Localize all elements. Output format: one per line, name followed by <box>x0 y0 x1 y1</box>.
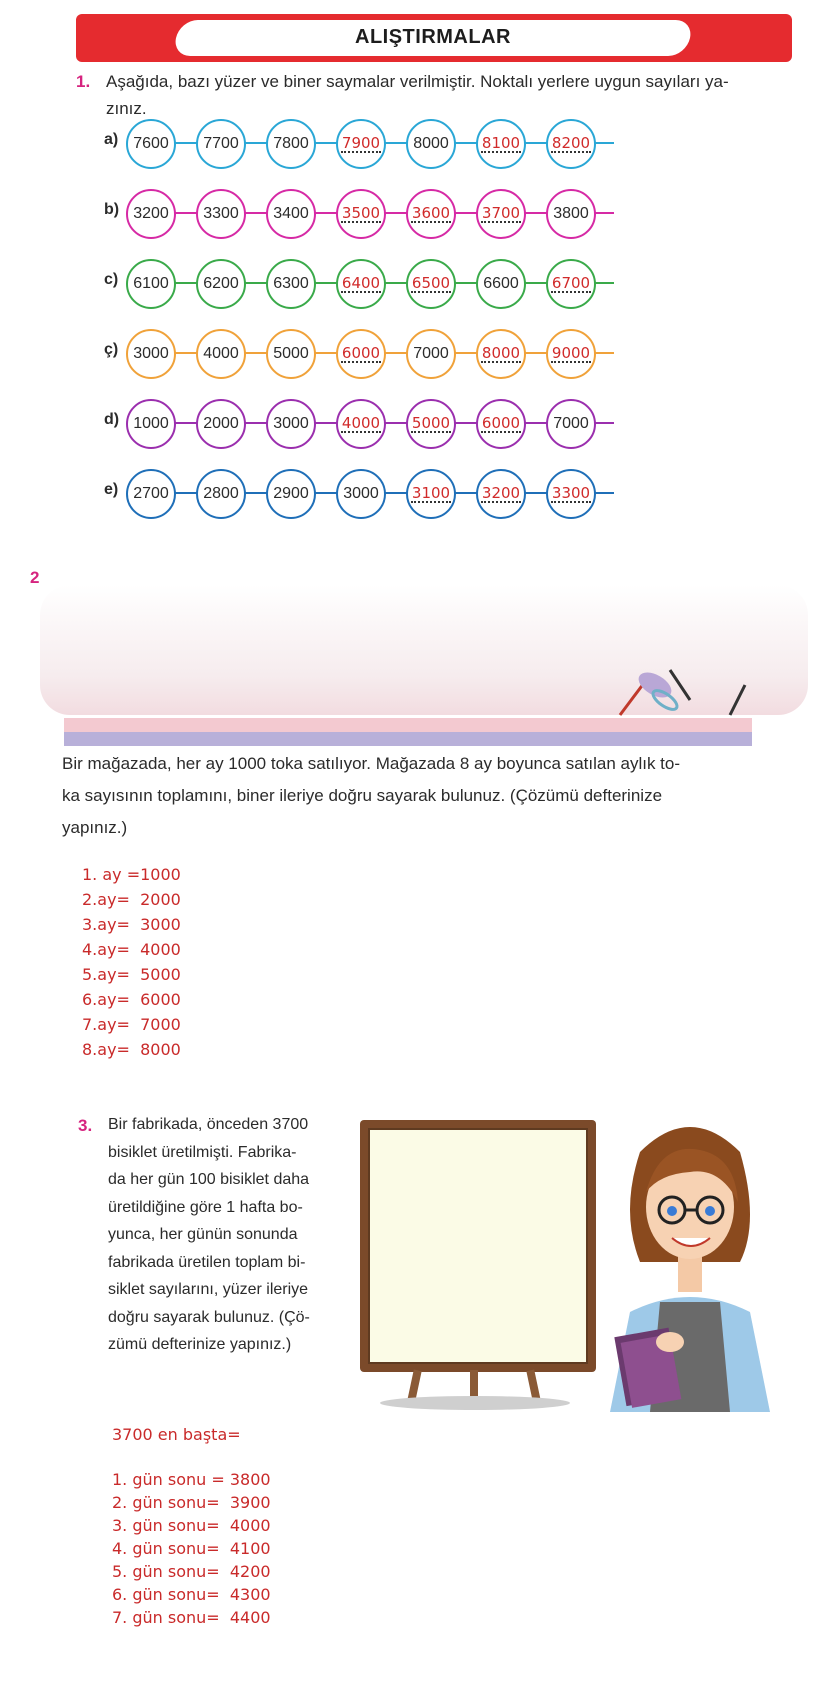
sequence-answer-circle <box>406 399 456 449</box>
day-answer-line: 7. gün sonu= 4400 <box>112 1608 271 1627</box>
sequence-number-circle <box>266 399 316 449</box>
sequence-value: 2800 <box>203 485 239 502</box>
sequence-value: 6200 <box>203 275 239 292</box>
sequence-row-label: b) <box>104 201 120 218</box>
question-3-text-line: Bir fabrikada, önceden 3700 <box>108 1116 309 1133</box>
sequence-answer-circle <box>406 259 456 309</box>
sequence-answer-circle <box>546 259 596 309</box>
sequence-number-circle <box>126 329 176 379</box>
sequence-row-label: e) <box>104 481 119 498</box>
sequence-number-circle <box>406 329 456 379</box>
sequence-number-circle <box>126 259 176 309</box>
sequence-value: 3800 <box>553 205 589 222</box>
question-1-text <box>106 68 806 122</box>
sequence-value: 7900 <box>341 134 381 152</box>
sequence-row-label: d) <box>104 411 120 428</box>
sequence-value: 6700 <box>551 274 591 292</box>
sequence-row <box>104 396 624 450</box>
sequence-value: 6500 <box>411 274 451 292</box>
sequence-answer-circle <box>476 399 526 449</box>
teacher-character-icon <box>600 1112 780 1412</box>
day-answer-line: 4. gün sonu= 4100 <box>112 1539 271 1558</box>
sequence-value: 3100 <box>411 484 451 502</box>
sequence-value: 8200 <box>551 134 591 152</box>
sequence-value: 8000 <box>413 135 449 152</box>
sequence-answer-circle <box>336 189 386 239</box>
sequence-value: 1000 <box>133 415 169 432</box>
question-3-text <box>108 1111 340 1359</box>
sequence-answer-circle <box>476 119 526 169</box>
month-answer-line: 4.ay= 4000 <box>82 940 181 959</box>
month-answer-line: 5.ay= 5000 <box>82 965 181 984</box>
sequence-answer-circle <box>546 329 596 379</box>
sequence-number-circle <box>126 189 176 239</box>
question-3-answer-intro: 3700 en başta= <box>112 1425 241 1444</box>
month-answer-line: 2.ay= 2000 <box>82 890 181 909</box>
sequence-number-circle <box>266 119 316 169</box>
sequence-number-circle <box>196 119 246 169</box>
question-1-text-line-1: Aşağıda, bazı yüzer ve biner saymalar verilmiştir. Noktalı yerlere uygun sayıları ya- <box>106 72 729 91</box>
sequence-value: 2700 <box>133 485 169 502</box>
sequence-row <box>104 116 624 170</box>
question-2-text-line-3: yapınız.) <box>62 818 128 837</box>
sequence-number-circle <box>196 259 246 309</box>
sequence-number-circle <box>266 329 316 379</box>
sequence-answer-circle <box>546 119 596 169</box>
sequence-value: 4000 <box>341 414 381 432</box>
question-3-text-line: fabrikada üretilen toplam bi- <box>108 1253 306 1271</box>
sequence-answer-circle <box>476 329 526 379</box>
sequence-number-circle <box>126 119 176 169</box>
sequence-value: 3300 <box>551 484 591 502</box>
sequence-value: 3000 <box>273 415 309 432</box>
sequence-value: 6000 <box>481 414 521 432</box>
sequence-number-circle <box>196 469 246 519</box>
sequence-value: 2900 <box>273 485 309 502</box>
month-answer-line: 3.ay= 3000 <box>82 915 181 934</box>
sequence-value: 8100 <box>481 134 521 152</box>
sequence-value: 5000 <box>273 345 309 362</box>
sequence-value: 3700 <box>481 204 521 222</box>
sequence-value: 3500 <box>341 204 381 222</box>
sequence-answer-circle <box>336 329 386 379</box>
sequence-value: 6400 <box>341 274 381 292</box>
question-3-text-line: doğru sayarak bulunuz. (Çö- <box>108 1308 310 1326</box>
sequence-answer-circle <box>476 189 526 239</box>
sequence-number-circle <box>336 469 386 519</box>
sequence-row <box>104 256 624 310</box>
day-answer-line: 6. gün sonu= 4300 <box>112 1585 271 1604</box>
sequence-row <box>104 326 624 380</box>
sequence-number-circle <box>196 189 246 239</box>
sequence-row-label: ç) <box>104 341 119 358</box>
sequence-value: 6600 <box>483 275 519 292</box>
question-1-text-line-2: zınız. <box>106 99 147 118</box>
sequence-number-circle <box>266 259 316 309</box>
question-3-handwritten-answers <box>112 1468 271 1629</box>
sequence-value: 7000 <box>413 345 449 362</box>
question-3-text-line: bisiklet üretilmişti. Fabrika- <box>108 1143 297 1161</box>
decorative-strip-pink <box>64 718 752 732</box>
sequence-answer-circle <box>336 399 386 449</box>
sequence-value: 7000 <box>553 415 589 432</box>
day-answer-line: 5. gün sonu= 4200 <box>112 1562 271 1581</box>
question-3-text-line: da her gün 100 bisiklet daha <box>108 1171 310 1188</box>
sequence-value: 9000 <box>551 344 591 362</box>
sequence-number-circle <box>196 329 246 379</box>
sequence-number-circle <box>126 399 176 449</box>
sequence-number-circle <box>196 399 246 449</box>
sequence-value: 3400 <box>273 205 309 222</box>
sequence-answer-circle <box>546 469 596 519</box>
question-3-text-line: zümü defterinize yapınız.) <box>108 1336 292 1353</box>
question-3-text-line: üretildiğine göre 1 hafta bo- <box>108 1198 303 1216</box>
sequence-row-label: c) <box>104 271 119 288</box>
sequence-answer-circle <box>406 469 456 519</box>
sequence-number-circle <box>126 469 176 519</box>
question-2-text <box>62 748 802 844</box>
paper-clip-icon <box>610 655 750 725</box>
sequence-value: 3300 <box>203 205 239 222</box>
sequence-number-circle <box>266 189 316 239</box>
sequence-number-circle <box>546 399 596 449</box>
month-answer-line: 1. ay =1000 <box>82 865 181 884</box>
question-3-text-line: siklet sayılarını, yüzer ileriye <box>108 1281 309 1298</box>
sequence-number-circle <box>406 119 456 169</box>
sequence-answer-circle <box>476 469 526 519</box>
exercise-title: ALIŞTIRMALAR <box>355 26 511 48</box>
month-answer-line: 7.ay= 7000 <box>82 1015 181 1034</box>
sequence-value: 5000 <box>411 414 451 432</box>
easel-shadow <box>380 1396 570 1410</box>
month-answer-line: 6.ay= 6000 <box>82 990 181 1009</box>
sequence-number-circle <box>476 259 526 309</box>
whiteboard-surface <box>368 1128 588 1364</box>
sequence-value: 7600 <box>133 135 169 152</box>
question-1-number: 1. <box>76 72 91 91</box>
day-answer-line: 3. gün sonu= 4000 <box>112 1516 271 1535</box>
sequence-number-circle <box>546 189 596 239</box>
decorative-strip-purple <box>64 732 752 746</box>
sequence-row-label: a) <box>104 131 119 148</box>
sequence-value: 6000 <box>341 344 381 362</box>
sequence-row <box>104 186 624 240</box>
sequence-value: 3200 <box>481 484 521 502</box>
question-2-handwritten-answers <box>82 862 181 1062</box>
sequence-value: 3200 <box>133 205 169 222</box>
sequence-value: 7700 <box>203 135 239 152</box>
sequence-value: 3600 <box>411 204 451 222</box>
sequence-value: 3000 <box>133 345 169 362</box>
sequence-value: 8000 <box>481 344 521 362</box>
sequence-value: 3000 <box>343 485 379 502</box>
question-3-number: 3. <box>78 1116 93 1135</box>
sequence-value: 2000 <box>203 415 239 432</box>
question-2-text-line-1: Bir mağazada, her ay 1000 toka satılıyor. Mağazada 8 ay boyunca satılan aylık to- <box>62 754 681 773</box>
question-3-text-line: yunca, her günün sonunda <box>108 1226 298 1243</box>
month-answer-line: 8.ay= 8000 <box>82 1040 181 1059</box>
sequence-answer-circle <box>406 189 456 239</box>
sequence-value: 6100 <box>133 275 169 292</box>
sequence-answer-circle <box>336 119 386 169</box>
question-2-number: 2 <box>30 568 40 587</box>
day-answer-line: 2. gün sonu= 3900 <box>112 1493 271 1512</box>
sequence-value: 6300 <box>273 275 309 292</box>
sequence-row <box>104 466 624 520</box>
question-2-text-line-2: ka sayısının toplamını, biner ileriye doğru sayarak bulunuz. (Çözümü defterinize <box>62 786 663 805</box>
day-answer-line: 1. gün sonu = 3800 <box>112 1470 271 1489</box>
sequence-number-circle <box>266 469 316 519</box>
easel-leg-middle <box>470 1370 478 1398</box>
sequence-value: 7800 <box>273 135 309 152</box>
sequence-value: 4000 <box>203 345 239 362</box>
sequence-answer-circle <box>336 259 386 309</box>
